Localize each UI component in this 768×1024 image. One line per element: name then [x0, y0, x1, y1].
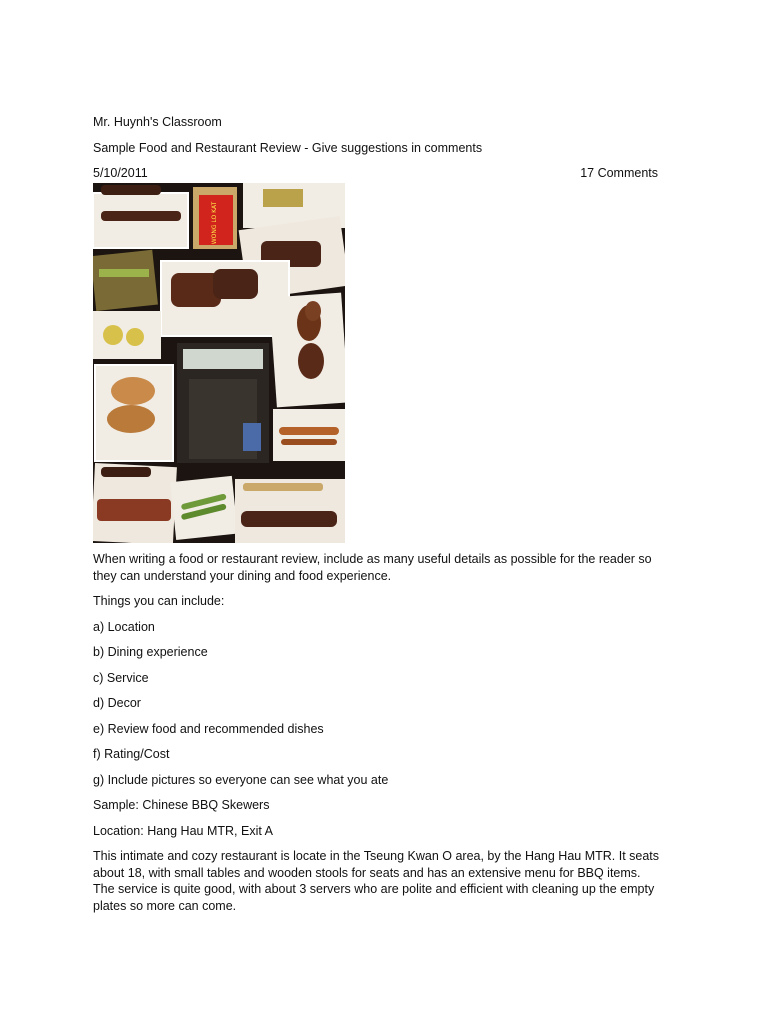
list-item: e) Review food and recommended dishes [93, 721, 324, 736]
list-item: f) Rating/Cost [93, 747, 170, 761]
classroom-title: Mr. Huynh's Classroom [93, 115, 222, 129]
things-heading: Things you can include: [93, 594, 225, 608]
post-title: Sample Food and Restaurant Review - Give suggestions in comments [93, 140, 483, 155]
list-item: c) Service [93, 670, 149, 685]
post-date: 5/10/2011 [93, 166, 148, 180]
review-paragraph: This intimate and cozy restaurant is locate in the Tseung Kwan O area, by the Hang Hau MTR. It seats about 18, with small tables and wooden stools for seats and has an extensive menu for BBQ items. The service is quite good, with about 3 servers who are polite and efficient with cleaning up the empty plates so more can come. [93, 849, 660, 913]
list-item: a) Location [93, 619, 155, 634]
list-item: g) Include pictures so everyone can see what you ate [93, 772, 389, 787]
document-page [93, 114, 663, 923]
intro-paragraph: When writing a food or restaurant review, include as many useful details as possible for the reader so they can understand your dining and food experience. [93, 552, 652, 583]
can-label: WONG LO KAT [211, 201, 218, 245]
post-meta [93, 165, 658, 181]
sample-heading: Sample: Chinese BBQ Skewers [93, 798, 270, 812]
location-line: Location: Hang Hau MTR, Exit A [93, 823, 273, 838]
list-item: d) Decor [93, 696, 141, 710]
comments-link[interactable]: 17 Comments [580, 166, 658, 180]
food-photo-collage [93, 183, 345, 543]
list-item: b) Dining experience [93, 645, 208, 659]
